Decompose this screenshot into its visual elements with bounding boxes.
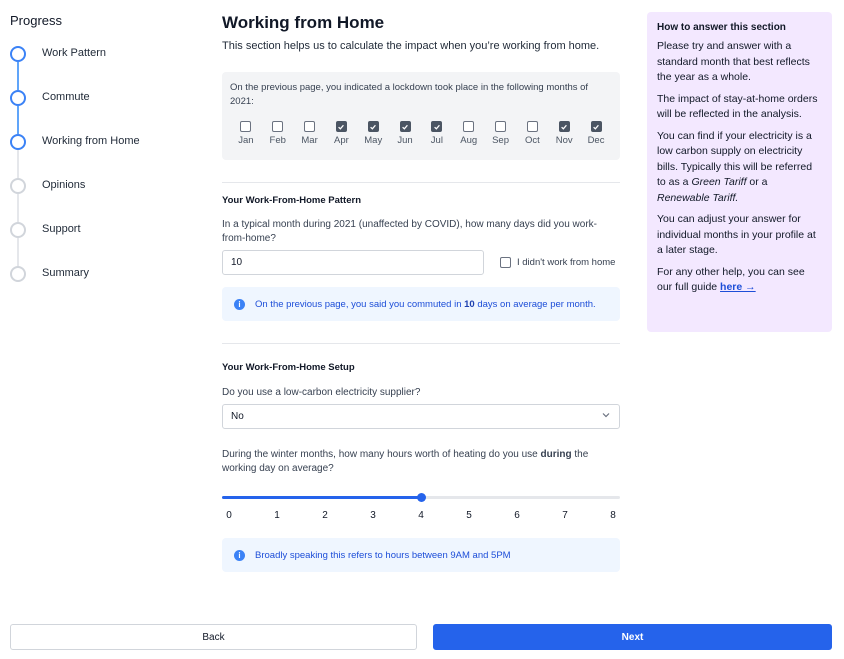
step-label: Opinions <box>42 179 86 191</box>
step-indicator-icon <box>10 134 26 150</box>
month-label: Oct <box>524 135 540 146</box>
info-icon: i <box>234 299 245 310</box>
month-label: Feb <box>269 135 286 146</box>
step-indicator-icon <box>10 46 26 62</box>
month-option[interactable] <box>262 121 294 146</box>
month-option[interactable] <box>580 121 612 146</box>
wfh-days-input[interactable] <box>222 250 484 275</box>
step-indicator-icon <box>10 222 26 238</box>
no-wfh-checkbox-row[interactable] <box>500 257 615 268</box>
progress-step[interactable] <box>10 256 200 300</box>
help-panel <box>647 12 832 332</box>
supplier-question: Do you use a low-carbon electricity supplier? <box>222 387 421 398</box>
month-option[interactable] <box>230 121 262 146</box>
slider-tick-label: 7 <box>562 510 568 521</box>
month-label: May <box>364 135 383 146</box>
month-checkbox[interactable] <box>527 121 538 132</box>
slider-ticks <box>222 510 620 524</box>
slider-tick-label: 2 <box>322 510 328 521</box>
month-option[interactable] <box>485 121 517 146</box>
slider-tick-label: 8 <box>610 510 616 521</box>
month-label: Mar <box>301 135 318 146</box>
month-label: Jul <box>430 135 443 146</box>
slider-tick-label: 6 <box>514 510 520 521</box>
help-paragraph: You can find if your electricity is a low carbon supply on electricity bills. Typically this will be referred to as a Green Tariff or a Renewable Tariff. <box>657 129 813 204</box>
chevron-down-icon <box>601 410 611 423</box>
month-checkbox[interactable] <box>559 121 570 132</box>
step-label: Work Pattern <box>42 47 106 59</box>
heating-hours-slider[interactable] <box>222 492 620 502</box>
supplier-selected-value: No <box>231 411 244 422</box>
month-label: Sep <box>492 135 509 146</box>
month-checkbox[interactable] <box>495 121 506 132</box>
slider-thumb[interactable] <box>417 493 426 502</box>
progress-steps <box>10 36 200 300</box>
month-option[interactable] <box>516 121 548 146</box>
step-label: Working from Home <box>42 135 140 147</box>
no-wfh-label: I didn't work from home <box>517 257 616 268</box>
help-paragraph: You can adjust your answer for individual months in your profile at a later stage. <box>657 213 816 256</box>
no-wfh-checkbox[interactable] <box>500 257 511 268</box>
month-checkboxes <box>230 121 612 146</box>
heating-info-banner <box>222 538 620 572</box>
month-option[interactable] <box>294 121 326 146</box>
month-checkbox[interactable] <box>400 121 411 132</box>
heating-question: During the winter months, how many hours worth of heating do you use during the working day on average? <box>222 449 589 474</box>
help-paragraph: The impact of stay-at-home orders will be reflected in the analysis. <box>657 92 818 120</box>
commute-info-text: On the previous page, you said you commuted in 10 days on average per month. <box>255 298 596 310</box>
month-checkbox[interactable] <box>304 121 315 132</box>
progress-sidebar <box>10 12 200 300</box>
back-button[interactable]: Back <box>10 624 417 650</box>
lockdown-months-panel <box>222 72 620 160</box>
guide-link[interactable]: here → <box>720 281 756 293</box>
month-option[interactable] <box>389 121 421 146</box>
slider-tick-label: 5 <box>466 510 472 521</box>
help-paragraph: Please try and answer with a standard month that best reflects the year as a whole. <box>657 40 810 83</box>
month-option[interactable] <box>453 121 485 146</box>
month-label: Jun <box>397 135 413 146</box>
help-title: How to answer this section <box>657 22 786 33</box>
month-checkbox[interactable] <box>336 121 347 132</box>
divider <box>222 182 620 183</box>
slider-tick-label: 0 <box>226 510 232 521</box>
month-checkbox[interactable] <box>272 121 283 132</box>
slider-fill <box>222 496 421 499</box>
month-checkbox[interactable] <box>240 121 251 132</box>
month-label: Dec <box>587 135 605 146</box>
month-label: Apr <box>334 135 349 146</box>
main-content <box>222 12 620 572</box>
page-title: Working from Home <box>222 13 385 32</box>
month-option[interactable] <box>421 121 453 146</box>
lockdown-text: On the previous page, you indicated a lockdown took place in the following months of 2021: <box>230 82 589 107</box>
wfh-days-question: In a typical month during 2021 (unaffected by COVID), how many days did you work-from-home? <box>222 219 598 244</box>
progress-step[interactable] <box>10 80 200 124</box>
month-label: Aug <box>460 135 478 146</box>
step-indicator-icon <box>10 178 26 194</box>
heating-info-text: Broadly speaking this refers to hours between 9AM and 5PM <box>255 549 511 561</box>
month-label: Jan <box>238 135 254 146</box>
step-label: Commute <box>42 91 90 103</box>
month-label: Nov <box>555 135 573 146</box>
progress-step[interactable] <box>10 212 200 256</box>
help-paragraph: For any other help, you can see our full guide here → <box>657 265 805 293</box>
info-icon: i <box>234 550 245 561</box>
divider <box>222 343 620 344</box>
commute-info-banner <box>222 287 620 321</box>
supplier-select[interactable] <box>222 404 620 429</box>
month-checkbox[interactable] <box>463 121 474 132</box>
next-button[interactable]: Next <box>433 624 832 650</box>
month-option[interactable] <box>548 121 580 146</box>
step-indicator-icon <box>10 90 26 106</box>
slider-tick-label: 3 <box>370 510 376 521</box>
step-label: Support <box>42 223 81 235</box>
progress-step[interactable] <box>10 124 200 168</box>
month-checkbox[interactable] <box>591 121 602 132</box>
month-checkbox[interactable] <box>431 121 442 132</box>
page-description: This section helps us to calculate the impact when you’re working from home. <box>222 40 600 52</box>
step-indicator-icon <box>10 266 26 282</box>
progress-step[interactable] <box>10 168 200 212</box>
wfh-setup-title: Your Work-From-Home Setup <box>222 362 355 373</box>
slider-tick-label: 1 <box>274 510 280 521</box>
month-option[interactable] <box>357 121 389 146</box>
progress-step[interactable] <box>10 36 200 80</box>
month-option[interactable] <box>325 121 357 146</box>
step-label: Summary <box>42 267 90 279</box>
progress-title: Progress <box>10 13 63 28</box>
wfh-pattern-title: Your Work-From-Home Pattern <box>222 195 361 206</box>
slider-tick-label: 4 <box>418 510 424 521</box>
month-checkbox[interactable] <box>368 121 379 132</box>
